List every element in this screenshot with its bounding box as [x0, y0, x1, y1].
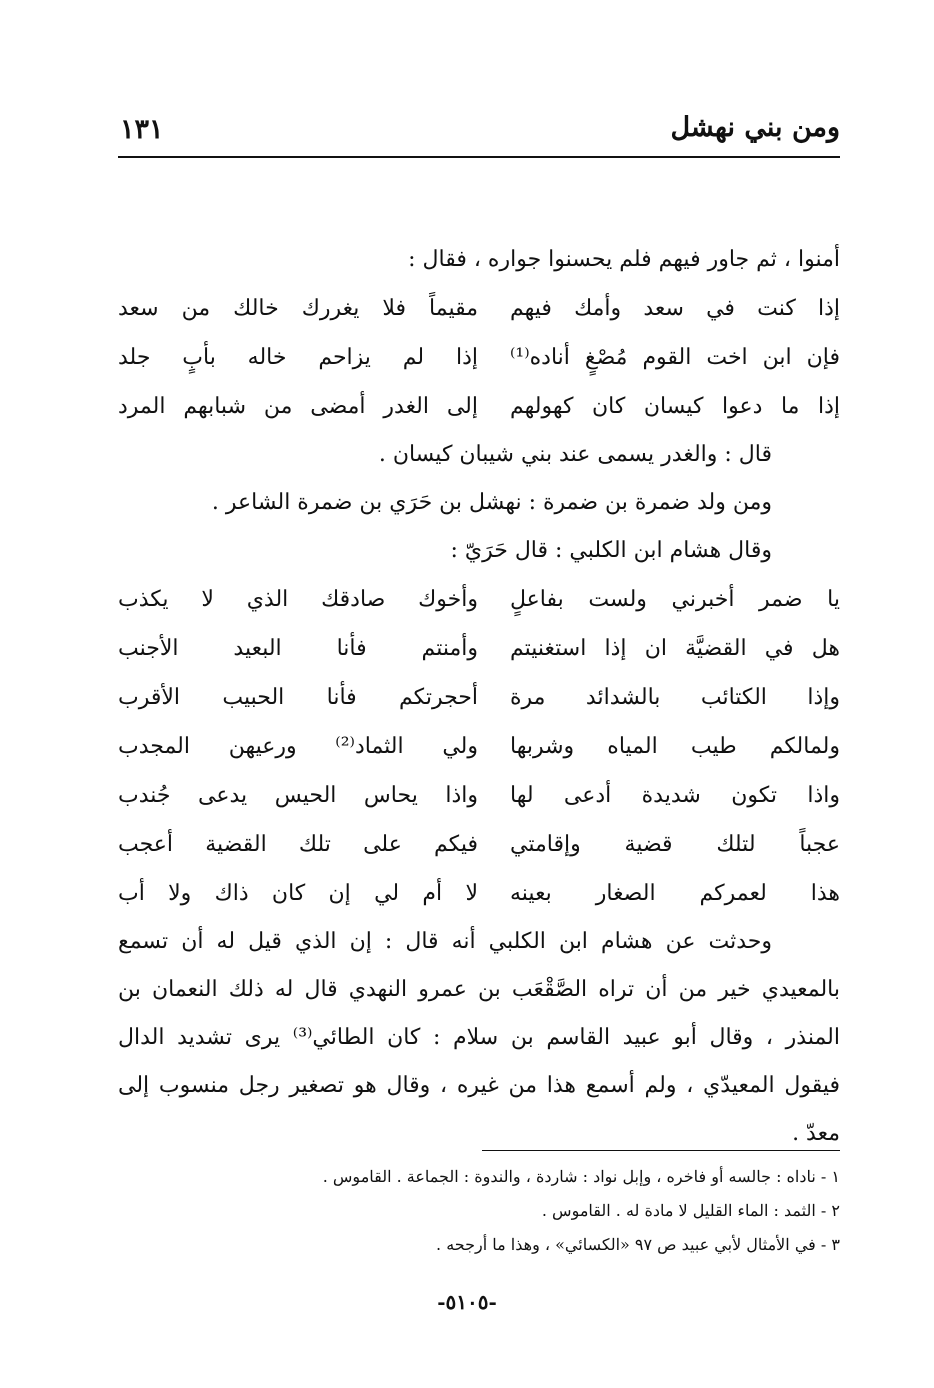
- hemistich-second: وأمنتم فأنا البعيد الأجنب: [118, 636, 478, 661]
- paragraph-line: وحدثت عن هشام ابن الكلبي أنه قال : إن الذي قيل له أن تسمع: [118, 929, 772, 954]
- verse-line: [118, 869, 840, 918]
- hemistich-first: إذا ما دعوا كيسان كان كهولهم: [510, 394, 840, 419]
- hemistich-second: أحجرتكم فأنا الحبيب الأقرب: [118, 685, 478, 710]
- hemistich-second: إذا لم يزاحم خاله بأبٍ جلد: [118, 345, 478, 370]
- hemistich-first: يا ضمر أخبرني ولست بفاعلٍ: [510, 587, 840, 612]
- footnote: ١ - ناداه : جالسه أو فاخره ، وإبل نواد : شاردة ، والندوة : الجماعة . القاموس .: [322, 1167, 840, 1186]
- main-text: [118, 236, 840, 1158]
- volume-page-number: -٥١٠٥-: [437, 1290, 497, 1314]
- running-title: ومن بني نهشل: [670, 112, 840, 143]
- paragraph-line: أمنوا ، ثم جاور فيهم فلم يحسنوا جواره ، فقال :: [408, 247, 840, 272]
- footnote-rule: [482, 1150, 840, 1151]
- hemistich-first: واذا تكون شديدة أدعى لها: [510, 783, 840, 808]
- verse-line: [118, 673, 840, 722]
- paragraph-line: وقال هشام ابن الكلبي : قال حَرَيّ :: [450, 538, 772, 563]
- header-rule: [118, 156, 840, 158]
- footnote: ٣ - في الأمثال لأبي عبيد ص ٩٧ «الكسائي» ، وهذا ما أرجحه .: [436, 1235, 840, 1254]
- paragraph-line: المنذر ، وقال أبو عبيد القاسم بن سلام : كان الطائي⁽³⁾ يرى تشديد الدال: [118, 1025, 840, 1050]
- verse-line: [118, 771, 840, 820]
- verse-line: [118, 624, 840, 673]
- verse-line: [118, 284, 840, 333]
- footnote: ٢ - الثمد : الماء القليل لا مادة له . القاموس .: [541, 1201, 840, 1220]
- page-number: ١٣١: [120, 114, 164, 145]
- paragraph-line: قال : والغدر يسمى عند بني شيبان كيسان .: [378, 442, 772, 467]
- footnotes: [118, 1160, 840, 1262]
- hemistich-second: إلى الغدر أمضى من شبابهم المرد: [118, 394, 478, 419]
- hemistich-first: إذا كنت في سعد وأمك فيهم: [510, 296, 840, 321]
- hemistich-first: فإن ابن اخت القوم مُصْغٍ أناده⁽¹⁾: [510, 345, 840, 370]
- paragraph-line: ومن ولد ضمرة بن ضمرة : نهشل بن حَرَي بن ضمرة الشاعر .: [211, 490, 772, 515]
- verse-line: [118, 333, 840, 382]
- paragraph-line: فيقول المعيدّي ، ولم أسمع هذا من غيره ، وقال هو تصغير رجل منسوب إلى: [118, 1073, 840, 1098]
- hemistich-second: مقيماً فلا يغررك خالك من سعد: [118, 296, 478, 321]
- hemistich-first: هذا لعمركم الصغار بعينه: [510, 881, 840, 906]
- paragraph-line: بالمعيدي خير من أن تراه الصَّقْعَب بن عمرو النهدي قال له ذلك النعمان بن: [118, 977, 840, 1002]
- hemistich-first: هل في القضيَّة ان إذا استغنيتم: [510, 636, 840, 661]
- hemistich-second: ولي الثماد⁽²⁾ ورعيهن المجدب: [118, 734, 478, 759]
- hemistich-second: فيكم على تلك القضية أعجب: [118, 832, 478, 857]
- hemistich-first: عجباً لتلك قضية وإقامتي: [510, 832, 840, 857]
- hemistich-first: ولمالكم طيب المياه وشربها: [510, 734, 840, 759]
- hemistich-second: لا أم لي إن كان ذاك ولا أب: [118, 881, 478, 906]
- verse-line: [118, 575, 840, 624]
- paragraph-line: معدّ .: [792, 1121, 840, 1146]
- verse-line: [118, 382, 840, 431]
- hemistich-second: واذا يحاس الحيس يدعى جُندب: [118, 783, 478, 808]
- hemistich-first: وإذا الكتائب بالشدائد مرة: [510, 685, 840, 710]
- hemistich-second: وأخوك صادقك الذي لا يكذب: [118, 587, 478, 612]
- page-header: [118, 112, 840, 156]
- verse-line: [118, 722, 840, 771]
- verse-line: [118, 820, 840, 869]
